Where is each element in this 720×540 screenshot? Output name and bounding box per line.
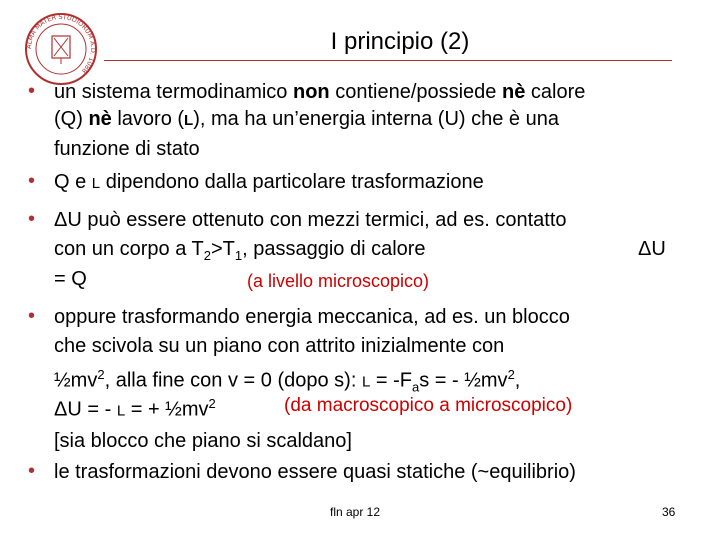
svg-text:ALMA MATER STUDIORUM A.D. 1088 bbox=[25, 13, 97, 75]
bullet-4-macro-micro-note: (da macroscopico a microscopico) bbox=[284, 395, 573, 416]
bullet-3-marker: • bbox=[28, 208, 36, 230]
bullet-1-line-2: (Q) nè lavoro (L), ma ha un’energia interna (U) che è una bbox=[54, 108, 559, 130]
university-seal-logo bbox=[24, 12, 98, 86]
bullet-3-microscopic-note: (a livello microscopico) bbox=[247, 271, 430, 291]
title-divider bbox=[104, 60, 672, 61]
bullet-4-line-3: $\frac{1}{2}mv^2$, alla fine con v = 0 (dopo s): $L = -F_as$ = - $\frac{1}{2}mv^2$, bbox=[54, 367, 521, 395]
bullet-1-line-1: un sistema termodinamico non contiene/possiede nè calore bbox=[54, 81, 586, 103]
bullet-4-line-1: oppure trasformando energia meccanica, ad es. un blocco bbox=[54, 306, 570, 328]
bullet-1-marker: • bbox=[28, 80, 36, 102]
footer-date: fln apr 12 bbox=[330, 505, 381, 519]
bullet-4-line-5: [sia blocco che piano si scaldano] bbox=[54, 430, 352, 452]
bullet-1-line-3: funzione di stato bbox=[54, 138, 200, 160]
slide-number: 36 bbox=[662, 505, 676, 519]
slide-title: I principio (2) bbox=[330, 28, 470, 55]
bullet-3-line-1: ΔU può essere ottenuto con mezzi termici, ad es. contatto bbox=[54, 209, 567, 231]
seal-text: ALMA MATER STUDIORUM A.D. 1088 bbox=[24, 12, 98, 76]
bullet-4-line-4: ΔU = - L = + $\frac{1}{2}mv^2$ bbox=[54, 396, 216, 421]
bullet-4-marker: • bbox=[28, 305, 36, 327]
bullet-2-marker: • bbox=[28, 170, 36, 192]
bullet-5-line-1: le trasformazioni devono essere quasi statiche (~equilibrio) bbox=[54, 461, 576, 483]
bullet-3-line-3: = Q bbox=[54, 268, 87, 290]
bullet-4-line-2: che scivola su un piano con attrito inizialmente con bbox=[54, 335, 505, 357]
bullet-5-marker: • bbox=[28, 460, 36, 482]
bullet-3-delta-u: ΔU bbox=[638, 238, 666, 260]
bullet-2-line-1: Q e L dipendono dalla particolare trasformazione bbox=[54, 171, 484, 193]
bullet-3-line-2: con un corpo a $T_2>T_1$, passaggio di calore bbox=[54, 238, 426, 263]
